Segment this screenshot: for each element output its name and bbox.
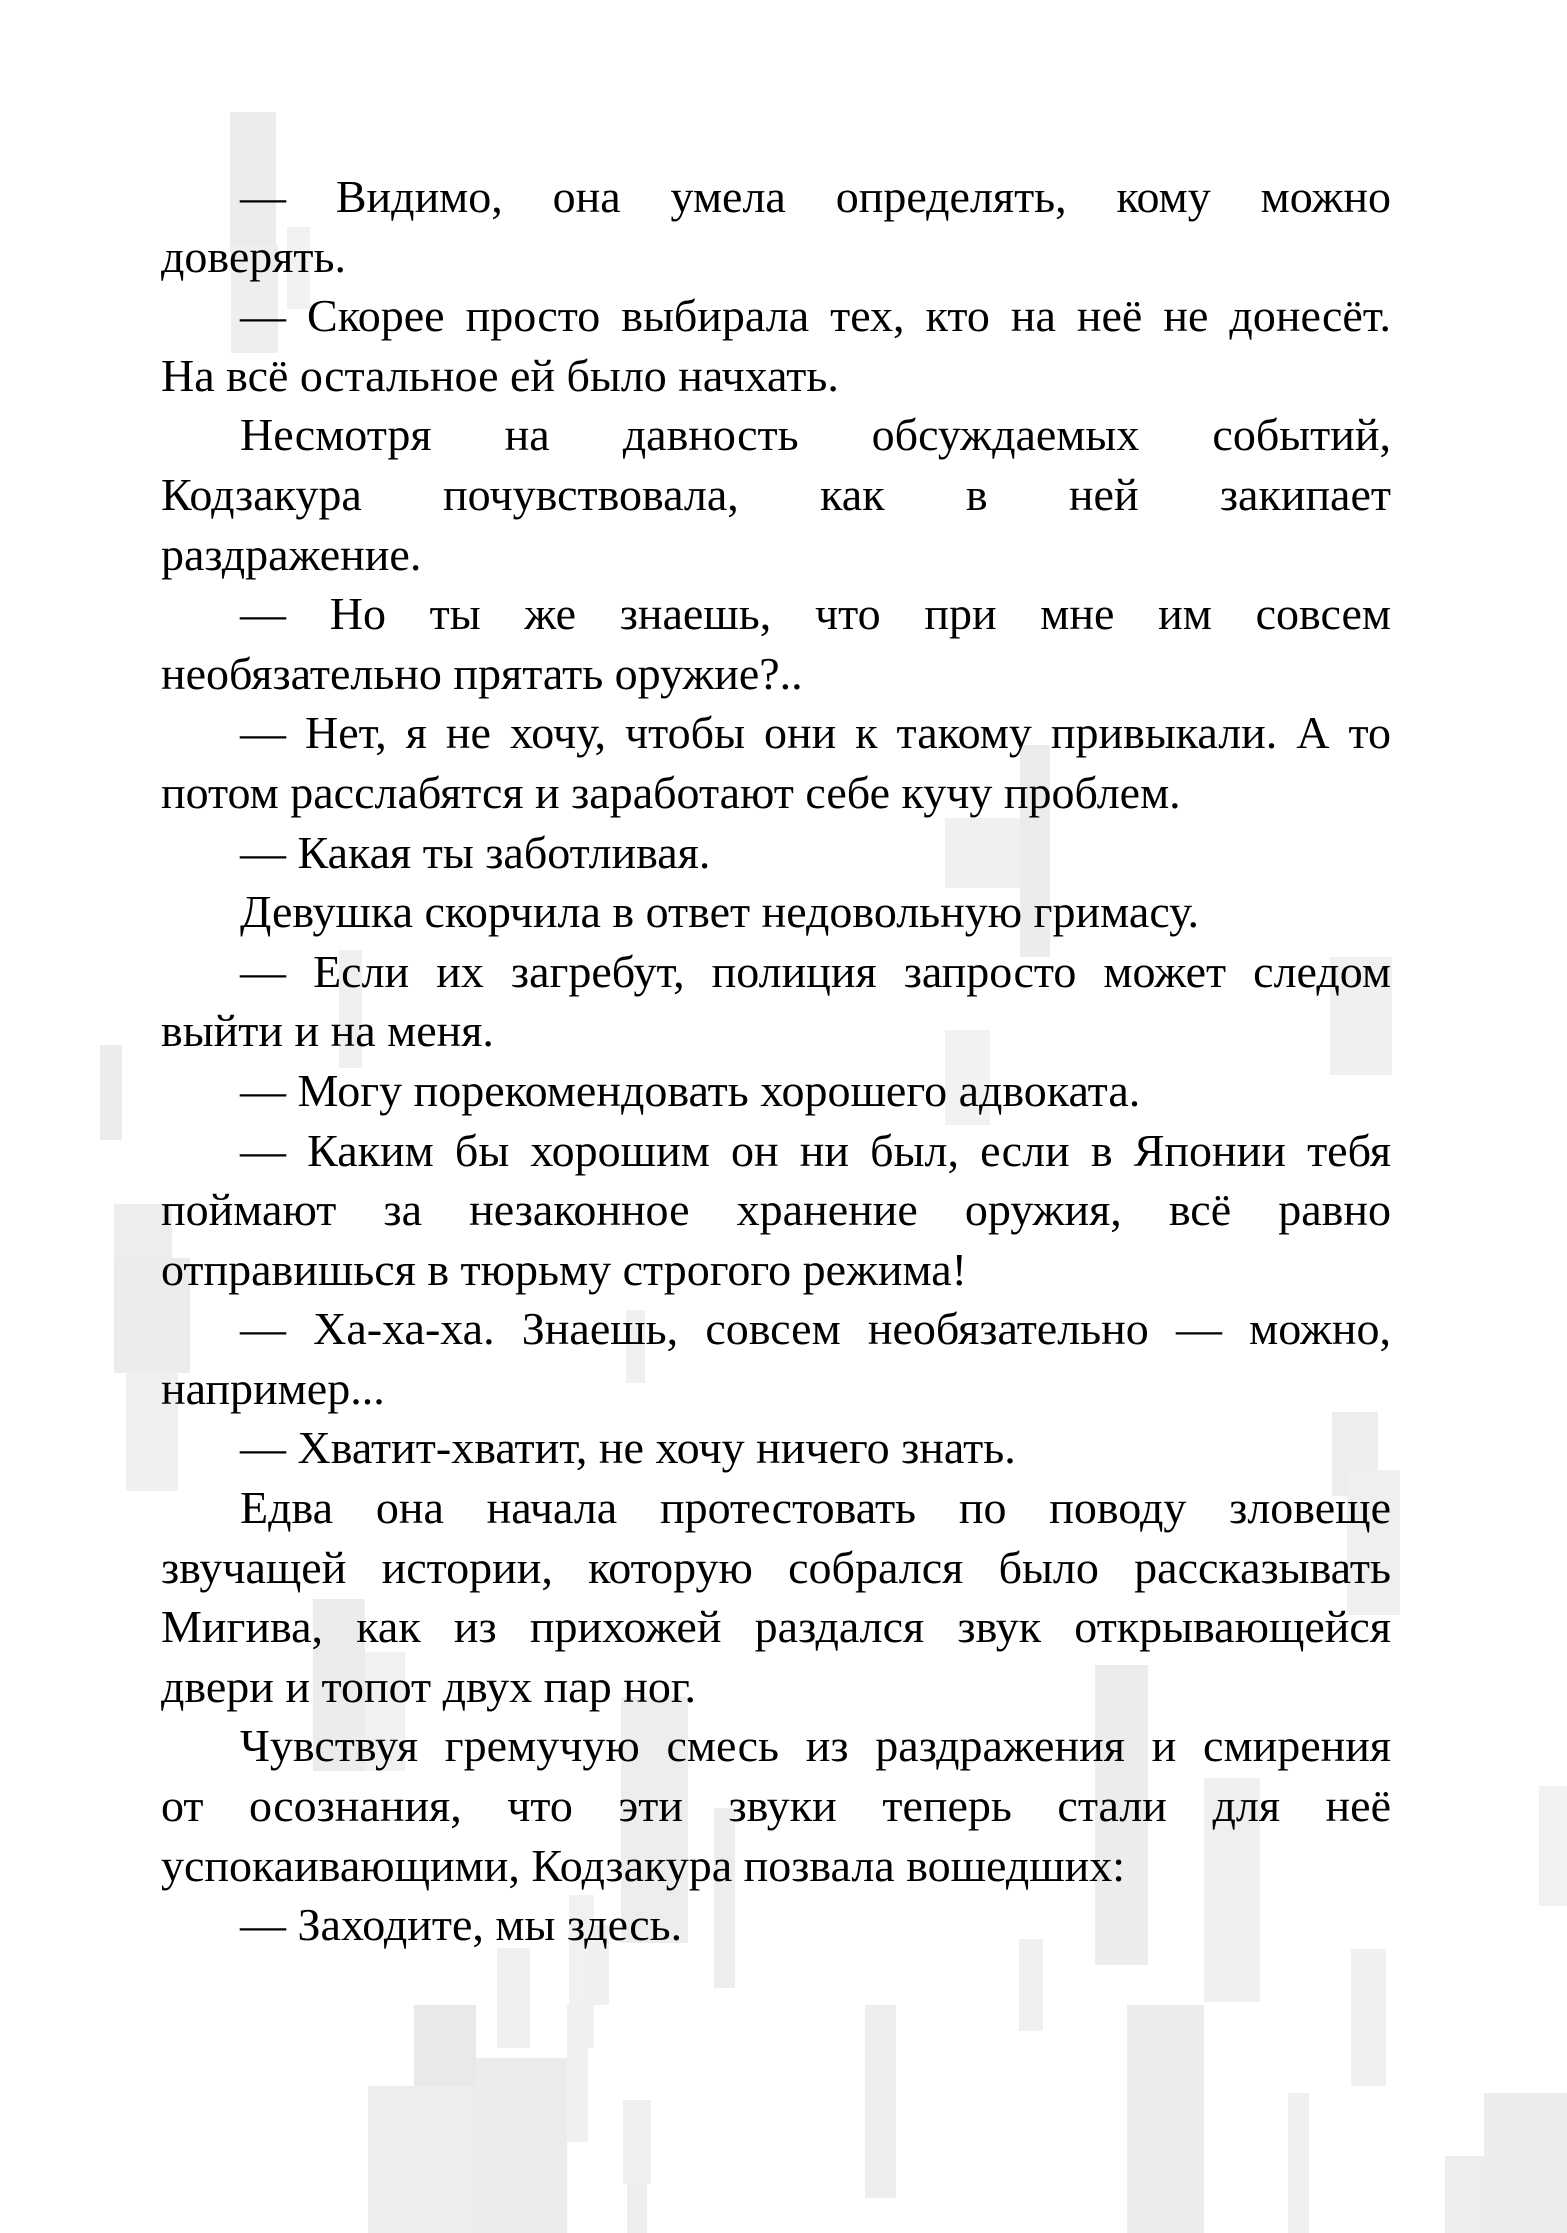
text-line: — Нет, я не хочу, чтобы они к такому привыкали. А то bbox=[240, 707, 1391, 759]
text-line: — Но ты же знаешь, что при мне им совсем bbox=[240, 588, 1391, 640]
bg-block bbox=[1539, 1786, 1567, 1906]
bg-block bbox=[497, 1948, 530, 2048]
text-line: необязательно прятать оружие?.. bbox=[161, 647, 803, 699]
text-line: — Какая ты заботливая. bbox=[240, 826, 711, 878]
text-line: — Хватит-хватит, не хочу ничего знать. bbox=[240, 1422, 1016, 1474]
text-line: доверять. bbox=[161, 230, 347, 282]
text-line: Девушка скорчила в ответ недовольную гримасу. bbox=[240, 886, 1200, 938]
text-line: — Каким бы хорошим он ни был, если в Японии тебя bbox=[240, 1124, 1391, 1176]
bg-block bbox=[1484, 2093, 1567, 2233]
text-line: — Если их загребут, полиция запросто может следом bbox=[240, 945, 1391, 997]
text-line: раздражение. bbox=[161, 528, 422, 580]
bg-block bbox=[1445, 2156, 1484, 2233]
text-line: потом расслабятся и заработают себе кучу проблем. bbox=[161, 766, 1181, 818]
text-line: например... bbox=[161, 1362, 385, 1414]
text-line: — Заходите, мы здесь. bbox=[240, 1899, 683, 1951]
bg-block bbox=[865, 2005, 896, 2198]
bg-block bbox=[1351, 1949, 1386, 2086]
bg-block bbox=[1288, 2093, 1309, 2233]
text-line: — Ха-ха-ха. Знаешь, совсем необязательно — можно, bbox=[240, 1303, 1391, 1355]
text-line: — Могу порекомендовать хорошего адвоката. bbox=[240, 1064, 1141, 1116]
text-line: от осознания, что эти звуки теперь стали для неё bbox=[161, 1780, 1391, 1832]
bg-block bbox=[476, 2058, 567, 2233]
text-line: выйти и на меня. bbox=[161, 1005, 494, 1057]
text-line: успокаивающими, Кодзакура позвала вошедших: bbox=[161, 1839, 1126, 1891]
book-page-text bbox=[161, 167, 1391, 1955]
bg-block bbox=[368, 2086, 476, 2233]
bg-block bbox=[1127, 2005, 1204, 2233]
text-line: Едва она начала протестовать по поводу зловеще bbox=[240, 1482, 1391, 1534]
text-line: — Видимо, она умела определять, кому можно bbox=[240, 171, 1391, 222]
text-line: двери и топот двух пар ног. bbox=[161, 1660, 696, 1712]
text-line: отправишься в тюрьму строгого режима! bbox=[161, 1243, 967, 1295]
text-line: На всё остальное ей было начхать. bbox=[161, 349, 839, 401]
text-line: поймают за незаконное хранение оружия, всё равно bbox=[161, 1184, 1391, 1236]
text-line: Несмотря на давность обсуждаемых событий, bbox=[240, 409, 1391, 461]
text-line: Кодзакура почувствовала, как в ней закипает bbox=[161, 468, 1391, 520]
bg-block bbox=[627, 2184, 647, 2233]
text-line: — Скорее просто выбирала тех, кто на неё не донесёт. bbox=[240, 290, 1391, 342]
text-line: Мигива, как из прихожей раздался звук открывающейся bbox=[161, 1601, 1391, 1653]
text-line: Чувствуя гремучую смесь из раздражения и смирения bbox=[240, 1720, 1391, 1772]
bg-block bbox=[567, 2005, 588, 2142]
bg-block bbox=[623, 2100, 651, 2184]
text-line: звучащей истории, которую собрался было рассказывать bbox=[161, 1541, 1391, 1593]
bg-block bbox=[100, 1045, 122, 1140]
